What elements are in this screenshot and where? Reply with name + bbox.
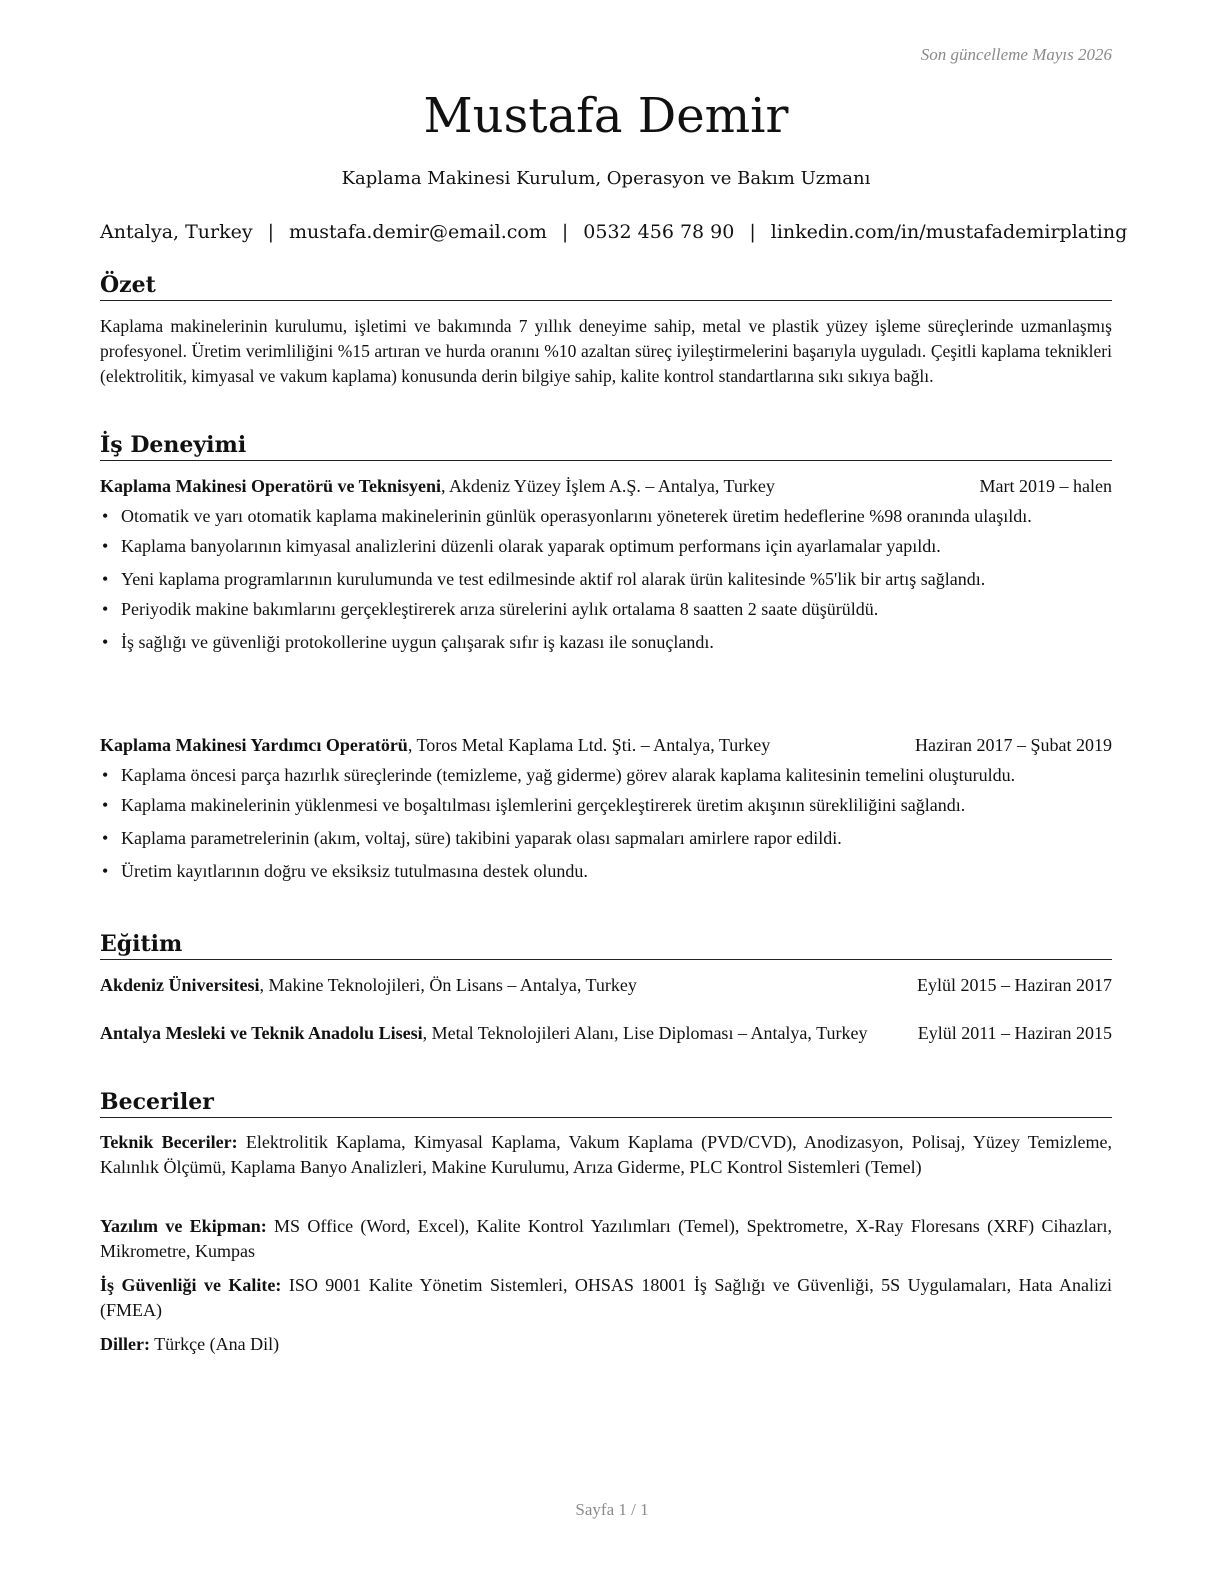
list-item: • İş sağlığı ve güvenliği protokollerine uygun çalışarak sıfır iş kazası ile sonuçlandı. — [100, 630, 1112, 655]
job-bullets — [100, 504, 1112, 655]
education-dates: Eylül 2011 – Haziran 2015 — [917, 1023, 1112, 1043]
contact-linkedin[interactable]: linkedin.com/in/mustafademirplating — [770, 221, 1128, 243]
job-company: , Akdeniz Yüzey İşlem A.Ş. – Antalya, Turkey — [441, 476, 775, 496]
education-item — [100, 973, 1112, 998]
page-number: Sayfa 1 / 1 — [575, 1500, 649, 1519]
skill-value: Türkçe (Ana Dil) — [149, 1334, 280, 1354]
job-header — [100, 733, 1112, 758]
skill-label: Diller: — [100, 1334, 150, 1354]
section-title-summary: Özet — [100, 270, 1112, 301]
section-title-experience: İş Deneyimi — [100, 430, 1112, 461]
skill-label: İş Güvenliği ve Kalite: — [100, 1275, 282, 1295]
education-detail: , Makine Teknolojileri, Ön Lisans – Antalya, Turkey — [259, 975, 637, 995]
skill-value: ISO 9001 Kalite Yönetim Sistemleri, OHSAS 18001 İş Sağlığı ve Güvenliği, 5S Uygulamaları, Hata Analizi (FMEA) — [100, 1275, 1112, 1320]
skill-group — [100, 1332, 1112, 1357]
job-company: , Toros Metal Kaplama Ltd. Şti. – Antalya, Turkey — [407, 735, 771, 755]
job-role: Kaplama Makinesi Operatörü ve Teknisyeni — [100, 476, 442, 496]
contact-line — [100, 218, 1128, 246]
job-role: Kaplama Makinesi Yardımcı Operatörü — [100, 735, 408, 755]
skill-group — [100, 1130, 1112, 1180]
skill-group — [100, 1273, 1112, 1323]
list-item: • Otomatik ve yarı otomatik kaplama makinelerinin günlük operasyonlarını yöneterek üretim hedeflerine %98 oranında ulaşıldı. — [100, 504, 1112, 529]
job-dates: Mart 2019 – halen — [976, 474, 1112, 499]
contact-separator: | — [561, 221, 569, 243]
job-header — [100, 474, 1112, 499]
section-title-skills: Beceriler — [100, 1087, 1112, 1118]
education-school: Akdeniz Üniversitesi — [100, 975, 260, 995]
contact-email[interactable]: mustafa.demir@email.com — [289, 221, 547, 243]
education-dates-wrap — [918, 1021, 1112, 1046]
list-item: • Yeni kaplama programlarının kurulumunda ve test edilmesinde aktif rol alarak ürün kalitesinde %5'lik bir artış sağlandı. — [100, 567, 1112, 592]
job-dates: Haziran 2017 – Şubat 2019 — [911, 733, 1112, 758]
candidate-name: Mustafa Demir — [423, 88, 789, 144]
skill-label: Teknik Beceriler: — [100, 1132, 238, 1152]
education-detail: , Metal Teknolojileri Alanı, Lise Diploması – Antalya, Turkey — [422, 1023, 868, 1043]
contact-location: Antalya, Turkey — [100, 221, 253, 243]
contact-separator: | — [267, 221, 275, 243]
list-item: • Kaplama banyolarının kimyasal analizlerini düzenli olarak yaparak optimum performans için ayarlamalar yapıldı. — [100, 534, 1112, 559]
contact-separator: | — [749, 221, 756, 243]
education-item — [100, 1021, 970, 1046]
education-dates: Eylül 2015 – Haziran 2017 — [913, 973, 1112, 998]
skill-group — [100, 1214, 1112, 1264]
skill-value: MS Office (Word, Excel), Kalite Kontrol Yazılımları (Temel), Spektrometre, X-Ray Floresans (XRF) Cihazları, Mikrometre, Kumpas — [100, 1216, 1112, 1261]
skill-label: Yazılım ve Ekipman: — [100, 1216, 267, 1236]
candidate-headline: Kaplama Makinesi Kurulum, Operasyon ve Bakım Uzmanı — [341, 168, 871, 189]
last-updated: Son güncelleme Mayıs 2026 — [920, 45, 1112, 64]
job-bullets — [100, 763, 1112, 884]
skill-value: Elektrolitik Kaplama, Kimyasal Kaplama, Vakum Kaplama (PVD/CVD), Anodizasyon, Polisaj, Yüzey Temizleme, Kalınlık Ölçümü, Kaplama Banyo Analizleri, Makine Kurulumu, Arıza Giderme, PLC Kontrol Sistemleri (Temel) — [100, 1132, 1112, 1177]
list-item: • Periyodik makine bakımlarını gerçekleştirerek arıza sürelerini aylık ortalama 8 saatten 2 saate düşürüldü. — [100, 597, 1112, 622]
summary-text: Kaplama makinelerinin kurulumu, işletimi ve bakımında 7 yıllık deneyime sahip, metal ve plastik yüzey işleme süreçlerinde uzmanlaşmış profesyonel. Üretim verimliliğini %15 artıran ve hurda oranını %10 azaltan süreç iyileştirmelerini başarıyla uyguladı. Çeşitli kaplama teknikleri (elektrolitik, kimyasal ve vakum kaplama) konusunda derin bilgiye sahip, kalite kontrol standartlarına sıkı sıkıya bağlı. — [100, 316, 1112, 386]
list-item: • Kaplama parametrelerinin (akım, voltaj, süre) takibini yaparak olası sapmaları amirlere rapor edildi. — [100, 826, 1112, 851]
list-item: • Kaplama makinelerinin yüklenmesi ve boşaltılması işlemlerini gerçekleştirerek üretim akışının sürekliliğini sağlandı. — [100, 793, 1112, 818]
list-item: • Üretim kayıtlarının doğru ve eksiksiz tutulmasına destek olundu. — [100, 859, 1112, 884]
section-title-education: Eğitim — [100, 929, 1112, 960]
list-item: • Kaplama öncesi parça hazırlık süreçlerinde (temizleme, yağ giderme) görev alarak kaplama kalitesinin temelini oluşturuldu. — [100, 763, 1112, 788]
education-school: Antalya Mesleki ve Teknik Anadolu Lisesi — [100, 1023, 423, 1043]
contact-phone[interactable]: 0532 456 78 90 — [583, 221, 735, 243]
